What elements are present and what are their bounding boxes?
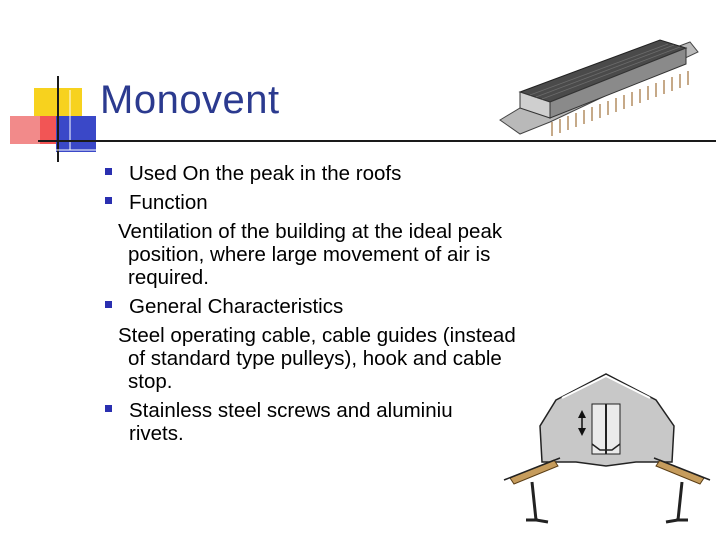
slide-title: Monovent (100, 78, 280, 122)
paragraph-line: position, where large movement of air is (128, 243, 491, 266)
bullet-square-icon (105, 197, 112, 204)
function-description (104, 220, 594, 289)
blue-square (56, 116, 96, 152)
bullet-square-icon (105, 168, 112, 175)
bullet-text: Function (129, 191, 208, 214)
bullet-item (104, 162, 594, 185)
paragraph-line: required. (128, 266, 209, 289)
bullet-text: rivets. (129, 422, 184, 445)
decorative-squares (0, 0, 110, 170)
bullet-item (104, 191, 594, 214)
monovent-product-image (490, 22, 700, 142)
monovent-cross-section-image (496, 370, 718, 542)
bullet-item (104, 295, 594, 318)
paragraph-line: Steel operating cable, cable guides (instead (118, 324, 516, 347)
paragraph-line: stop. (128, 370, 173, 393)
bullet-square-icon (105, 301, 112, 308)
paragraph-line: of standard type pulleys), hook and cable (128, 347, 502, 370)
paragraph-line: Ventilation of the building at the ideal peak (118, 220, 503, 243)
bullet-text: General Characteristics (129, 295, 344, 318)
bullet-square-icon (105, 405, 112, 412)
bullet-text: Used On the peak in the roofs (129, 162, 402, 185)
bullet-text: Stainless steel screws and aluminiu (129, 399, 453, 422)
